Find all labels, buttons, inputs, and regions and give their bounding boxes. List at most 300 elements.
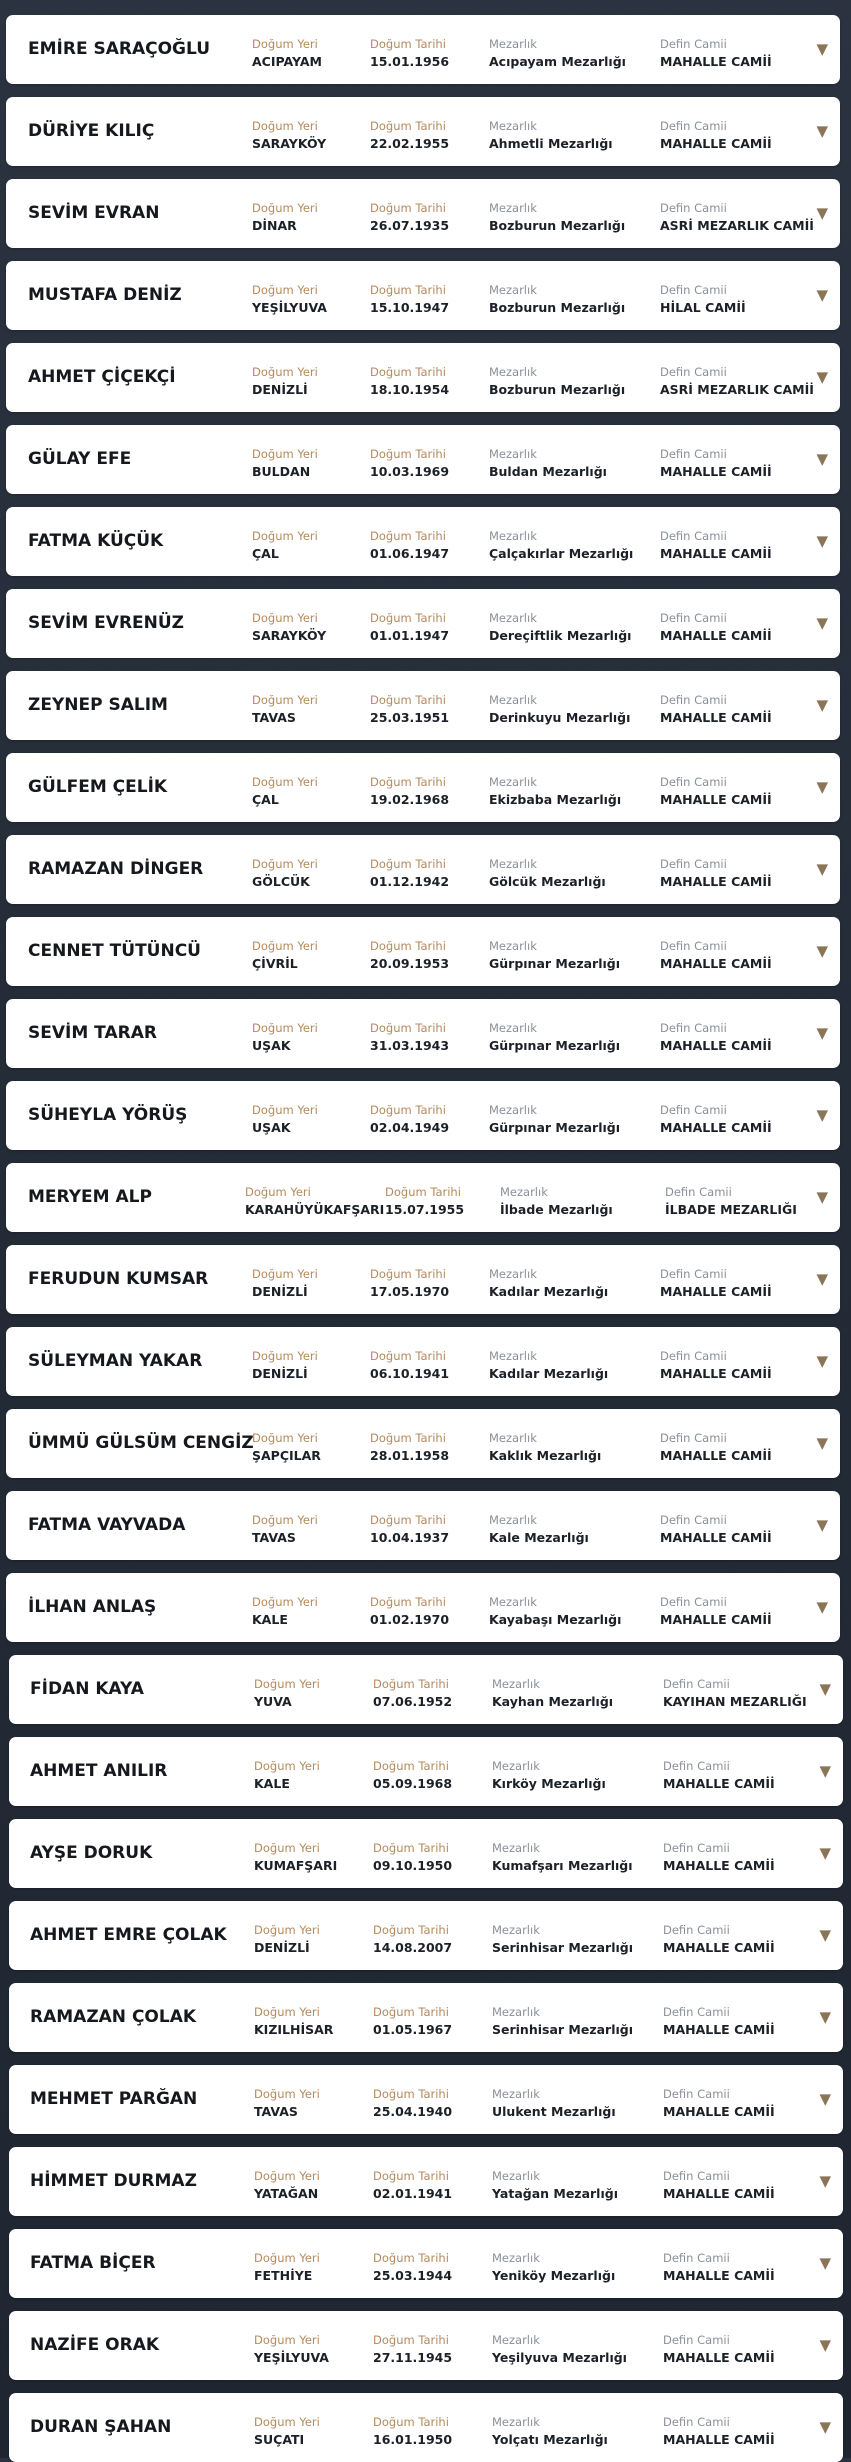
birth-place-value: ÇAL	[252, 546, 279, 561]
record-card[interactable]	[6, 1081, 840, 1150]
record-card[interactable]	[6, 1573, 840, 1642]
deceased-name: AHMET ANILIR	[30, 1761, 168, 1781]
cemetery-label: Mezarlık	[500, 1185, 548, 1199]
cemetery-value: Derinkuyu Mezarlığı	[489, 710, 631, 725]
birth-date-label: Doğum Tarihi	[373, 1923, 449, 1937]
cemetery-label: Mezarlık	[492, 2005, 540, 2019]
birth-place-label: Doğum Yeri	[252, 1021, 318, 1035]
birth-date-label: Doğum Tarihi	[370, 37, 446, 51]
birth-date-label: Doğum Tarihi	[370, 1103, 446, 1117]
birth-place-label: Doğum Yeri	[254, 2005, 320, 2019]
cemetery-label: Mezarlık	[492, 1923, 540, 1937]
birth-date-value: 17.05.1970	[370, 1284, 450, 1299]
cemetery-value: Bozburun Mezarlığı	[489, 382, 626, 397]
funeral-mosque-value: MAHALLE CAMİİ	[660, 1120, 772, 1135]
chevron-down-icon[interactable]: ▼	[816, 1024, 828, 1042]
cemetery-value: İlbade Mezarlığı	[500, 1202, 613, 1217]
birth-place-label: Doğum Yeri	[254, 1677, 320, 1691]
cemetery-label: Mezarlık	[492, 2169, 540, 2183]
birth-date-label: Doğum Tarihi	[373, 2415, 449, 2429]
chevron-down-icon[interactable]: ▼	[819, 2336, 831, 2354]
funeral-mosque-label: Defin Camii	[660, 529, 727, 543]
cemetery-value: Kale Mezarlığı	[489, 1530, 589, 1545]
cemetery-value: Kayabaşı Mezarlığı	[489, 1612, 622, 1627]
chevron-down-icon[interactable]: ▼	[816, 1106, 828, 1124]
chevron-down-icon[interactable]: ▼	[819, 2418, 831, 2436]
funeral-mosque-label: Defin Camii	[660, 857, 727, 871]
birth-date-value: 15.07.1955	[385, 1202, 465, 1217]
birth-place-label: Doğum Yeri	[252, 857, 318, 871]
cemetery-label: Mezarlık	[489, 37, 537, 51]
birth-place-value: TAVAS	[252, 710, 296, 725]
cemetery-value: Kadılar Mezarlığı	[489, 1366, 609, 1381]
deceased-name: ÜMMÜ GÜLSÜM CENGİZ	[28, 1433, 254, 1453]
record-card[interactable]	[6, 1163, 840, 1232]
birth-date-value: 01.01.1947	[370, 628, 450, 643]
chevron-down-icon[interactable]: ▼	[816, 942, 828, 960]
birth-date-label: Doğum Tarihi	[373, 1759, 449, 1773]
deceased-name: FİDAN KAYA	[30, 1679, 144, 1699]
birth-date-value: 28.01.1958	[370, 1448, 450, 1463]
birth-date-label: Doğum Tarihi	[373, 2169, 449, 2183]
cemetery-value: Ulukent Mezarlığı	[492, 2104, 616, 2119]
funeral-mosque-label: Defin Camii	[660, 37, 727, 51]
birth-date-label: Doğum Tarihi	[370, 939, 446, 953]
deceased-name: SEVİM TARAR	[28, 1023, 157, 1043]
birth-place-value: TAVAS	[254, 2104, 298, 2119]
cemetery-value: Bozburun Mezarlığı	[489, 300, 626, 315]
cemetery-value: Yatağan Mezarlığı	[492, 2186, 618, 2201]
cemetery-label: Mezarlık	[489, 529, 537, 543]
funeral-mosque-label: Defin Camii	[663, 2169, 730, 2183]
cemetery-label: Mezarlık	[489, 939, 537, 953]
birth-place-label: Doğum Yeri	[252, 939, 318, 953]
cemetery-value: Kadılar Mezarlığı	[489, 1284, 609, 1299]
birth-place-value: KIZILHİSAR	[254, 2022, 334, 2037]
deceased-name: FATMA KÜÇÜK	[28, 531, 164, 551]
chevron-down-icon[interactable]: ▼	[819, 2090, 831, 2108]
chevron-down-icon[interactable]: ▼	[816, 1352, 828, 1370]
cemetery-value: Kırköy Mezarlığı	[492, 1776, 606, 1791]
deceased-name: SÜHEYLA YÖRÜŞ	[28, 1105, 188, 1125]
record-card[interactable]	[6, 835, 840, 904]
chevron-down-icon[interactable]: ▼	[816, 368, 828, 386]
birth-place-label: Doğum Yeri	[254, 2251, 320, 2265]
deceased-name: AHMET EMRE ÇOLAK	[30, 1925, 227, 1945]
cemetery-value: Kumafşarı Mezarlığı	[492, 1858, 633, 1873]
birth-place-value: SUÇATI	[254, 2432, 305, 2447]
birth-date-label: Doğum Tarihi	[373, 2251, 449, 2265]
record-card[interactable]	[9, 2229, 843, 2298]
record-card[interactable]	[6, 589, 840, 658]
birth-place-label: Doğum Yeri	[252, 1103, 318, 1117]
chevron-down-icon[interactable]: ▼	[816, 778, 828, 796]
cemetery-label: Mezarlık	[492, 2251, 540, 2265]
birth-date-value: 09.10.1950	[373, 1858, 453, 1873]
birth-date-value: 01.02.1970	[370, 1612, 450, 1627]
chevron-down-icon[interactable]: ▼	[816, 1516, 828, 1534]
birth-date-label: Doğum Tarihi	[370, 1431, 446, 1445]
record-card[interactable]	[6, 1491, 840, 1560]
funeral-mosque-value: MAHALLE CAMİİ	[660, 1612, 772, 1627]
record-card[interactable]	[9, 2147, 843, 2216]
cemetery-value: Yolçatı Mezarlığı	[492, 2432, 608, 2447]
cemetery-value: Kayhan Mezarlığı	[492, 1694, 614, 1709]
cemetery-value: Çalçakırlar Mezarlığı	[489, 546, 634, 561]
funeral-mosque-value: MAHALLE CAMİİ	[663, 2104, 775, 2119]
funeral-mosque-value: MAHALLE CAMİİ	[663, 1858, 775, 1873]
birth-date-value: 01.06.1947	[370, 546, 450, 561]
birth-place-label: Doğum Yeri	[252, 119, 318, 133]
funeral-mosque-value: MAHALLE CAMİİ	[660, 546, 772, 561]
chevron-down-icon[interactable]: ▼	[819, 1762, 831, 1780]
birth-date-label: Doğum Tarihi	[370, 1349, 446, 1363]
birth-place-value: YEŞİLYUVA	[254, 2350, 329, 2365]
birth-place-label: Doğum Yeri	[252, 37, 318, 51]
chevron-down-icon[interactable]: ▼	[819, 1680, 831, 1698]
record-card[interactable]	[6, 671, 840, 740]
chevron-down-icon[interactable]: ▼	[816, 1434, 828, 1452]
cemetery-label: Mezarlık	[492, 1841, 540, 1855]
birth-date-label: Doğum Tarihi	[370, 1513, 446, 1527]
deceased-name: EMİRE SARAÇOĞLU	[28, 39, 211, 59]
birth-date-label: Doğum Tarihi	[373, 1677, 449, 1691]
record-card[interactable]	[6, 1245, 840, 1314]
funeral-mosque-value: MAHALLE CAMİİ	[660, 874, 772, 889]
chevron-down-icon[interactable]: ▼	[816, 860, 828, 878]
birth-place-label: Doğum Yeri	[245, 1185, 311, 1199]
birth-date-value: 15.01.1956	[370, 54, 450, 69]
funeral-mosque-label: Defin Camii	[663, 1759, 730, 1773]
funeral-mosque-value: MAHALLE CAMİİ	[663, 2186, 775, 2201]
deceased-name: AYŞE DORUK	[30, 1843, 153, 1863]
birth-place-value: SARAYKÖY	[252, 136, 327, 151]
record-card[interactable]	[6, 507, 840, 576]
birth-date-label: Doğum Tarihi	[370, 119, 446, 133]
birth-place-value: YUVA	[254, 1694, 292, 1709]
birth-date-label: Doğum Tarihi	[370, 857, 446, 871]
chevron-down-icon[interactable]: ▼	[816, 40, 828, 58]
birth-place-value: DENİZLİ	[252, 382, 308, 397]
funeral-mosque-value: MAHALLE CAMİİ	[660, 1366, 772, 1381]
birth-place-value: TAVAS	[252, 1530, 296, 1545]
record-card[interactable]	[6, 425, 840, 494]
deceased-name: MERYEM ALP	[28, 1187, 152, 1207]
record-card[interactable]	[9, 2311, 843, 2380]
deceased-name: HİMMET DURMAZ	[30, 2171, 197, 2191]
chevron-down-icon[interactable]: ▼	[819, 2254, 831, 2272]
chevron-down-icon[interactable]: ▼	[816, 1188, 828, 1206]
deceased-name: FERUDUN KUMSAR	[28, 1269, 209, 1289]
birth-date-value: 16.01.1950	[373, 2432, 453, 2447]
birth-date-value: 05.09.1968	[373, 1776, 453, 1791]
record-card[interactable]	[9, 1737, 843, 1806]
birth-place-label: Doğum Yeri	[252, 365, 318, 379]
funeral-mosque-label: Defin Camii	[660, 1595, 727, 1609]
birth-date-label: Doğum Tarihi	[385, 1185, 461, 1199]
birth-place-value: BULDAN	[252, 464, 311, 479]
funeral-mosque-value: MAHALLE CAMİİ	[660, 54, 772, 69]
cemetery-label: Mezarlık	[489, 775, 537, 789]
cemetery-label: Mezarlık	[489, 611, 537, 625]
birth-date-value: 01.05.1967	[373, 2022, 453, 2037]
chevron-down-icon[interactable]: ▼	[816, 696, 828, 714]
funeral-mosque-label: Defin Camii	[663, 2005, 730, 2019]
record-card[interactable]	[6, 753, 840, 822]
birth-place-value: KALE	[254, 1776, 290, 1791]
cemetery-value: Serinhisar Mezarlığı	[492, 2022, 633, 2037]
record-card[interactable]	[6, 97, 840, 166]
record-card[interactable]	[9, 1819, 843, 1888]
birth-place-value: KALE	[252, 1612, 288, 1627]
cemetery-label: Mezarlık	[492, 2333, 540, 2347]
cemetery-label: Mezarlık	[489, 693, 537, 707]
chevron-down-icon[interactable]: ▼	[819, 1844, 831, 1862]
deceased-name: GÜLAY EFE	[28, 449, 132, 469]
cemetery-value: Bozburun Mezarlığı	[489, 218, 626, 233]
cemetery-label: Mezarlık	[489, 1021, 537, 1035]
birth-date-value: 10.04.1937	[370, 1530, 450, 1545]
birth-date-label: Doğum Tarihi	[370, 693, 446, 707]
funeral-mosque-value: MAHALLE CAMİİ	[660, 956, 772, 971]
funeral-mosque-value: MAHALLE CAMİİ	[660, 1284, 772, 1299]
birth-date-value: 25.03.1951	[370, 710, 450, 725]
deceased-name: SEVİM EVRAN	[28, 203, 160, 223]
record-card[interactable]	[9, 2065, 843, 2134]
cemetery-label: Mezarlık	[489, 365, 537, 379]
cemetery-value: Serinhisar Mezarlığı	[492, 1940, 633, 1955]
deceased-name: DÜRİYE KILIÇ	[28, 121, 155, 141]
deceased-name: GÜLFEM ÇELİK	[28, 777, 168, 797]
funeral-mosque-label: Defin Camii	[660, 1267, 727, 1281]
deceased-name: AHMET ÇİÇEKÇİ	[28, 367, 176, 387]
birth-date-label: Doğum Tarihi	[370, 1267, 446, 1281]
birth-date-value: 22.02.1955	[370, 136, 450, 151]
birth-place-label: Doğum Yeri	[252, 1431, 318, 1445]
deceased-name: FATMA BİÇER	[30, 2253, 156, 2273]
cemetery-value: Gürpınar Mezarlığı	[489, 956, 620, 971]
record-card[interactable]	[6, 1327, 840, 1396]
birth-place-value: SARAYKÖY	[252, 628, 327, 643]
birth-place-label: Doğum Yeri	[252, 1513, 318, 1527]
funeral-mosque-label: Defin Camii	[660, 775, 727, 789]
deceased-name: SÜLEYMAN YAKAR	[28, 1351, 203, 1371]
birth-date-label: Doğum Tarihi	[370, 775, 446, 789]
birth-place-value: ŞAPÇILAR	[252, 1448, 321, 1463]
funeral-mosque-label: Defin Camii	[663, 2333, 730, 2347]
record-card[interactable]	[9, 1655, 843, 1724]
deceased-name: MEHMET PARĞAN	[30, 2089, 198, 2109]
funeral-mosque-label: Defin Camii	[660, 1103, 727, 1117]
cemetery-value: Kaklık Mezarlığı	[489, 1448, 602, 1463]
birth-place-label: Doğum Yeri	[252, 1349, 318, 1363]
birth-place-label: Doğum Yeri	[252, 775, 318, 789]
cemetery-value: Buldan Mezarlığı	[489, 464, 607, 479]
deceased-name: MUSTAFA DENİZ	[28, 285, 182, 305]
birth-date-label: Doğum Tarihi	[370, 283, 446, 297]
cemetery-label: Mezarlık	[489, 1431, 537, 1445]
birth-place-label: Doğum Yeri	[252, 283, 318, 297]
chevron-down-icon[interactable]: ▼	[816, 286, 828, 304]
funeral-mosque-value: KAYIHAN MEZARLIĞI	[663, 1694, 807, 1709]
birth-date-value: 19.02.1968	[370, 792, 450, 807]
record-card[interactable]	[6, 917, 840, 986]
funeral-mosque-value: MAHALLE CAMİİ	[663, 1940, 775, 1955]
funeral-mosque-value: MAHALLE CAMİİ	[663, 2432, 775, 2447]
birth-place-value: YEŞİLYUVA	[252, 300, 327, 315]
record-card[interactable]	[6, 1409, 840, 1478]
record-card[interactable]	[9, 1983, 843, 2052]
birth-date-label: Doğum Tarihi	[373, 2333, 449, 2347]
cemetery-label: Mezarlık	[489, 1513, 537, 1527]
cemetery-label: Mezarlık	[489, 1349, 537, 1363]
birth-place-value: UŞAK	[252, 1120, 291, 1135]
chevron-down-icon[interactable]: ▼	[816, 614, 828, 632]
birth-date-label: Doğum Tarihi	[373, 2087, 449, 2101]
birth-date-label: Doğum Tarihi	[373, 2005, 449, 2019]
record-card[interactable]	[6, 179, 840, 248]
birth-date-value: 06.10.1941	[370, 1366, 450, 1381]
birth-date-label: Doğum Tarihi	[370, 1595, 446, 1609]
cemetery-value: Gürpınar Mezarlığı	[489, 1038, 620, 1053]
funeral-mosque-label: Defin Camii	[660, 1513, 727, 1527]
funeral-mosque-value: ASRİ MEZARLIK CAMİİ	[660, 218, 814, 233]
chevron-down-icon[interactable]: ▼	[819, 2008, 831, 2026]
birth-date-value: 25.03.1944	[373, 2268, 453, 2283]
funeral-mosque-value: MAHALLE CAMİİ	[660, 710, 772, 725]
funeral-mosque-value: MAHALLE CAMİİ	[660, 1038, 772, 1053]
funeral-mosque-value: MAHALLE CAMİİ	[660, 1448, 772, 1463]
birth-place-value: DENİZLİ	[252, 1284, 308, 1299]
deceased-name: ZEYNEP SALIM	[28, 695, 168, 715]
birth-date-value: 10.03.1969	[370, 464, 450, 479]
birth-place-label: Doğum Yeri	[252, 693, 318, 707]
cemetery-label: Mezarlık	[489, 447, 537, 461]
chevron-down-icon[interactable]: ▼	[816, 1598, 828, 1616]
chevron-down-icon[interactable]: ▼	[819, 2172, 831, 2190]
deceased-name: CENNET TÜTÜNCÜ	[28, 941, 201, 961]
funeral-mosque-label: Defin Camii	[660, 1431, 727, 1445]
birth-date-label: Doğum Tarihi	[370, 611, 446, 625]
deceased-name: İLHAN ANLAŞ	[28, 1597, 157, 1617]
funeral-mosque-label: Defin Camii	[660, 1349, 727, 1363]
cemetery-label: Mezarlık	[489, 119, 537, 133]
funeral-mosque-label: Defin Camii	[663, 1841, 730, 1855]
funeral-mosque-value: İLBADE MEZARLIĞI	[665, 1202, 797, 1217]
birth-place-label: Doğum Yeri	[252, 529, 318, 543]
birth-date-label: Doğum Tarihi	[370, 201, 446, 215]
deceased-name: NAZİFE ORAK	[30, 2335, 160, 2355]
chevron-down-icon[interactable]: ▼	[819, 1926, 831, 1944]
cemetery-label: Mezarlık	[489, 1595, 537, 1609]
birth-place-value: ÇİVRİL	[252, 956, 298, 971]
funeral-mosque-label: Defin Camii	[660, 119, 727, 133]
birth-place-label: Doğum Yeri	[252, 447, 318, 461]
funeral-mosque-label: Defin Camii	[660, 611, 727, 625]
funeral-mosque-value: MAHALLE CAMİİ	[663, 2022, 775, 2037]
funeral-mosque-label: Defin Camii	[663, 2251, 730, 2265]
birth-place-value: FETHİYE	[254, 2268, 313, 2283]
birth-date-value: 01.12.1942	[370, 874, 450, 889]
birth-date-value: 02.04.1949	[370, 1120, 450, 1135]
birth-place-value: GÖLCÜK	[252, 874, 310, 889]
record-card[interactable]	[9, 1901, 843, 1970]
birth-date-value: 02.01.1941	[373, 2186, 453, 2201]
record-card[interactable]	[6, 261, 840, 330]
funeral-mosque-label: Defin Camii	[660, 1021, 727, 1035]
record-card[interactable]	[6, 999, 840, 1068]
funeral-mosque-value: MAHALLE CAMİİ	[663, 2268, 775, 2283]
chevron-down-icon[interactable]: ▼	[816, 450, 828, 468]
birth-place-label: Doğum Yeri	[254, 2169, 320, 2183]
funeral-mosque-value: ASRİ MEZARLIK CAMİİ	[660, 382, 814, 397]
funeral-mosque-value: MAHALLE CAMİİ	[660, 464, 772, 479]
cemetery-label: Mezarlık	[492, 2087, 540, 2101]
birth-date-value: 27.11.1945	[373, 2350, 453, 2365]
funeral-mosque-value: MAHALLE CAMİİ	[663, 1776, 775, 1791]
birth-date-label: Doğum Tarihi	[370, 365, 446, 379]
birth-place-value: DİNAR	[252, 218, 297, 233]
birth-date-label: Doğum Tarihi	[370, 529, 446, 543]
funeral-mosque-value: MAHALLE CAMİİ	[660, 792, 772, 807]
birth-place-value: DENİZLİ	[254, 1940, 310, 1955]
record-card[interactable]	[6, 343, 840, 412]
birth-date-value: 25.04.1940	[373, 2104, 453, 2119]
funeral-mosque-value: MAHALLE CAMİİ	[660, 628, 772, 643]
birth-place-label: Doğum Yeri	[254, 1759, 320, 1773]
funeral-mosque-value: MAHALLE CAMİİ	[660, 1530, 772, 1545]
birth-date-label: Doğum Tarihi	[370, 1021, 446, 1035]
birth-place-label: Doğum Yeri	[254, 1923, 320, 1937]
cemetery-value: Ahmetli Mezarlığı	[489, 136, 613, 151]
cemetery-label: Mezarlık	[489, 283, 537, 297]
deceased-name: RAMAZAN DİNGER	[28, 859, 204, 879]
record-card[interactable]	[6, 15, 840, 84]
funeral-mosque-label: Defin Camii	[660, 447, 727, 461]
birth-place-label: Doğum Yeri	[254, 2087, 320, 2101]
funeral-mosque-label: Defin Camii	[663, 2415, 730, 2429]
funeral-mosque-label: Defin Camii	[663, 2087, 730, 2101]
funeral-mosque-label: Defin Camii	[660, 365, 727, 379]
deceased-name: RAMAZAN ÇOLAK	[30, 2007, 197, 2027]
chevron-down-icon[interactable]: ▼	[816, 122, 828, 140]
chevron-down-icon[interactable]: ▼	[816, 532, 828, 550]
birth-place-label: Doğum Yeri	[254, 2415, 320, 2429]
cemetery-label: Mezarlık	[489, 1267, 537, 1281]
funeral-mosque-label: Defin Camii	[663, 1677, 730, 1691]
birth-place-label: Doğum Yeri	[254, 2333, 320, 2347]
birth-date-label: Doğum Tarihi	[370, 447, 446, 461]
funeral-mosque-value: MAHALLE CAMİİ	[663, 2350, 775, 2365]
birth-place-value: YATAĞAN	[254, 2186, 319, 2201]
birth-place-label: Doğum Yeri	[252, 1267, 318, 1281]
cemetery-label: Mezarlık	[489, 201, 537, 215]
funeral-mosque-value: MAHALLE CAMİİ	[660, 136, 772, 151]
chevron-down-icon[interactable]: ▼	[816, 1270, 828, 1288]
birth-place-value: KARAHÜYÜKAFŞARI	[245, 1202, 385, 1217]
cemetery-value: Acıpayam Mezarlığı	[489, 54, 626, 69]
birth-place-label: Doğum Yeri	[254, 1841, 320, 1855]
funeral-mosque-label: Defin Camii	[660, 693, 727, 707]
cemetery-value: Gölcük Mezarlığı	[489, 874, 606, 889]
funeral-mosque-label: Defin Camii	[660, 201, 727, 215]
birth-place-label: Doğum Yeri	[252, 1595, 318, 1609]
cemetery-value: Gürpınar Mezarlığı	[489, 1120, 620, 1135]
birth-date-value: 31.03.1943	[370, 1038, 450, 1053]
chevron-down-icon[interactable]: ▼	[816, 204, 828, 222]
record-card[interactable]	[9, 2393, 843, 2462]
funeral-mosque-label: Defin Camii	[660, 939, 727, 953]
